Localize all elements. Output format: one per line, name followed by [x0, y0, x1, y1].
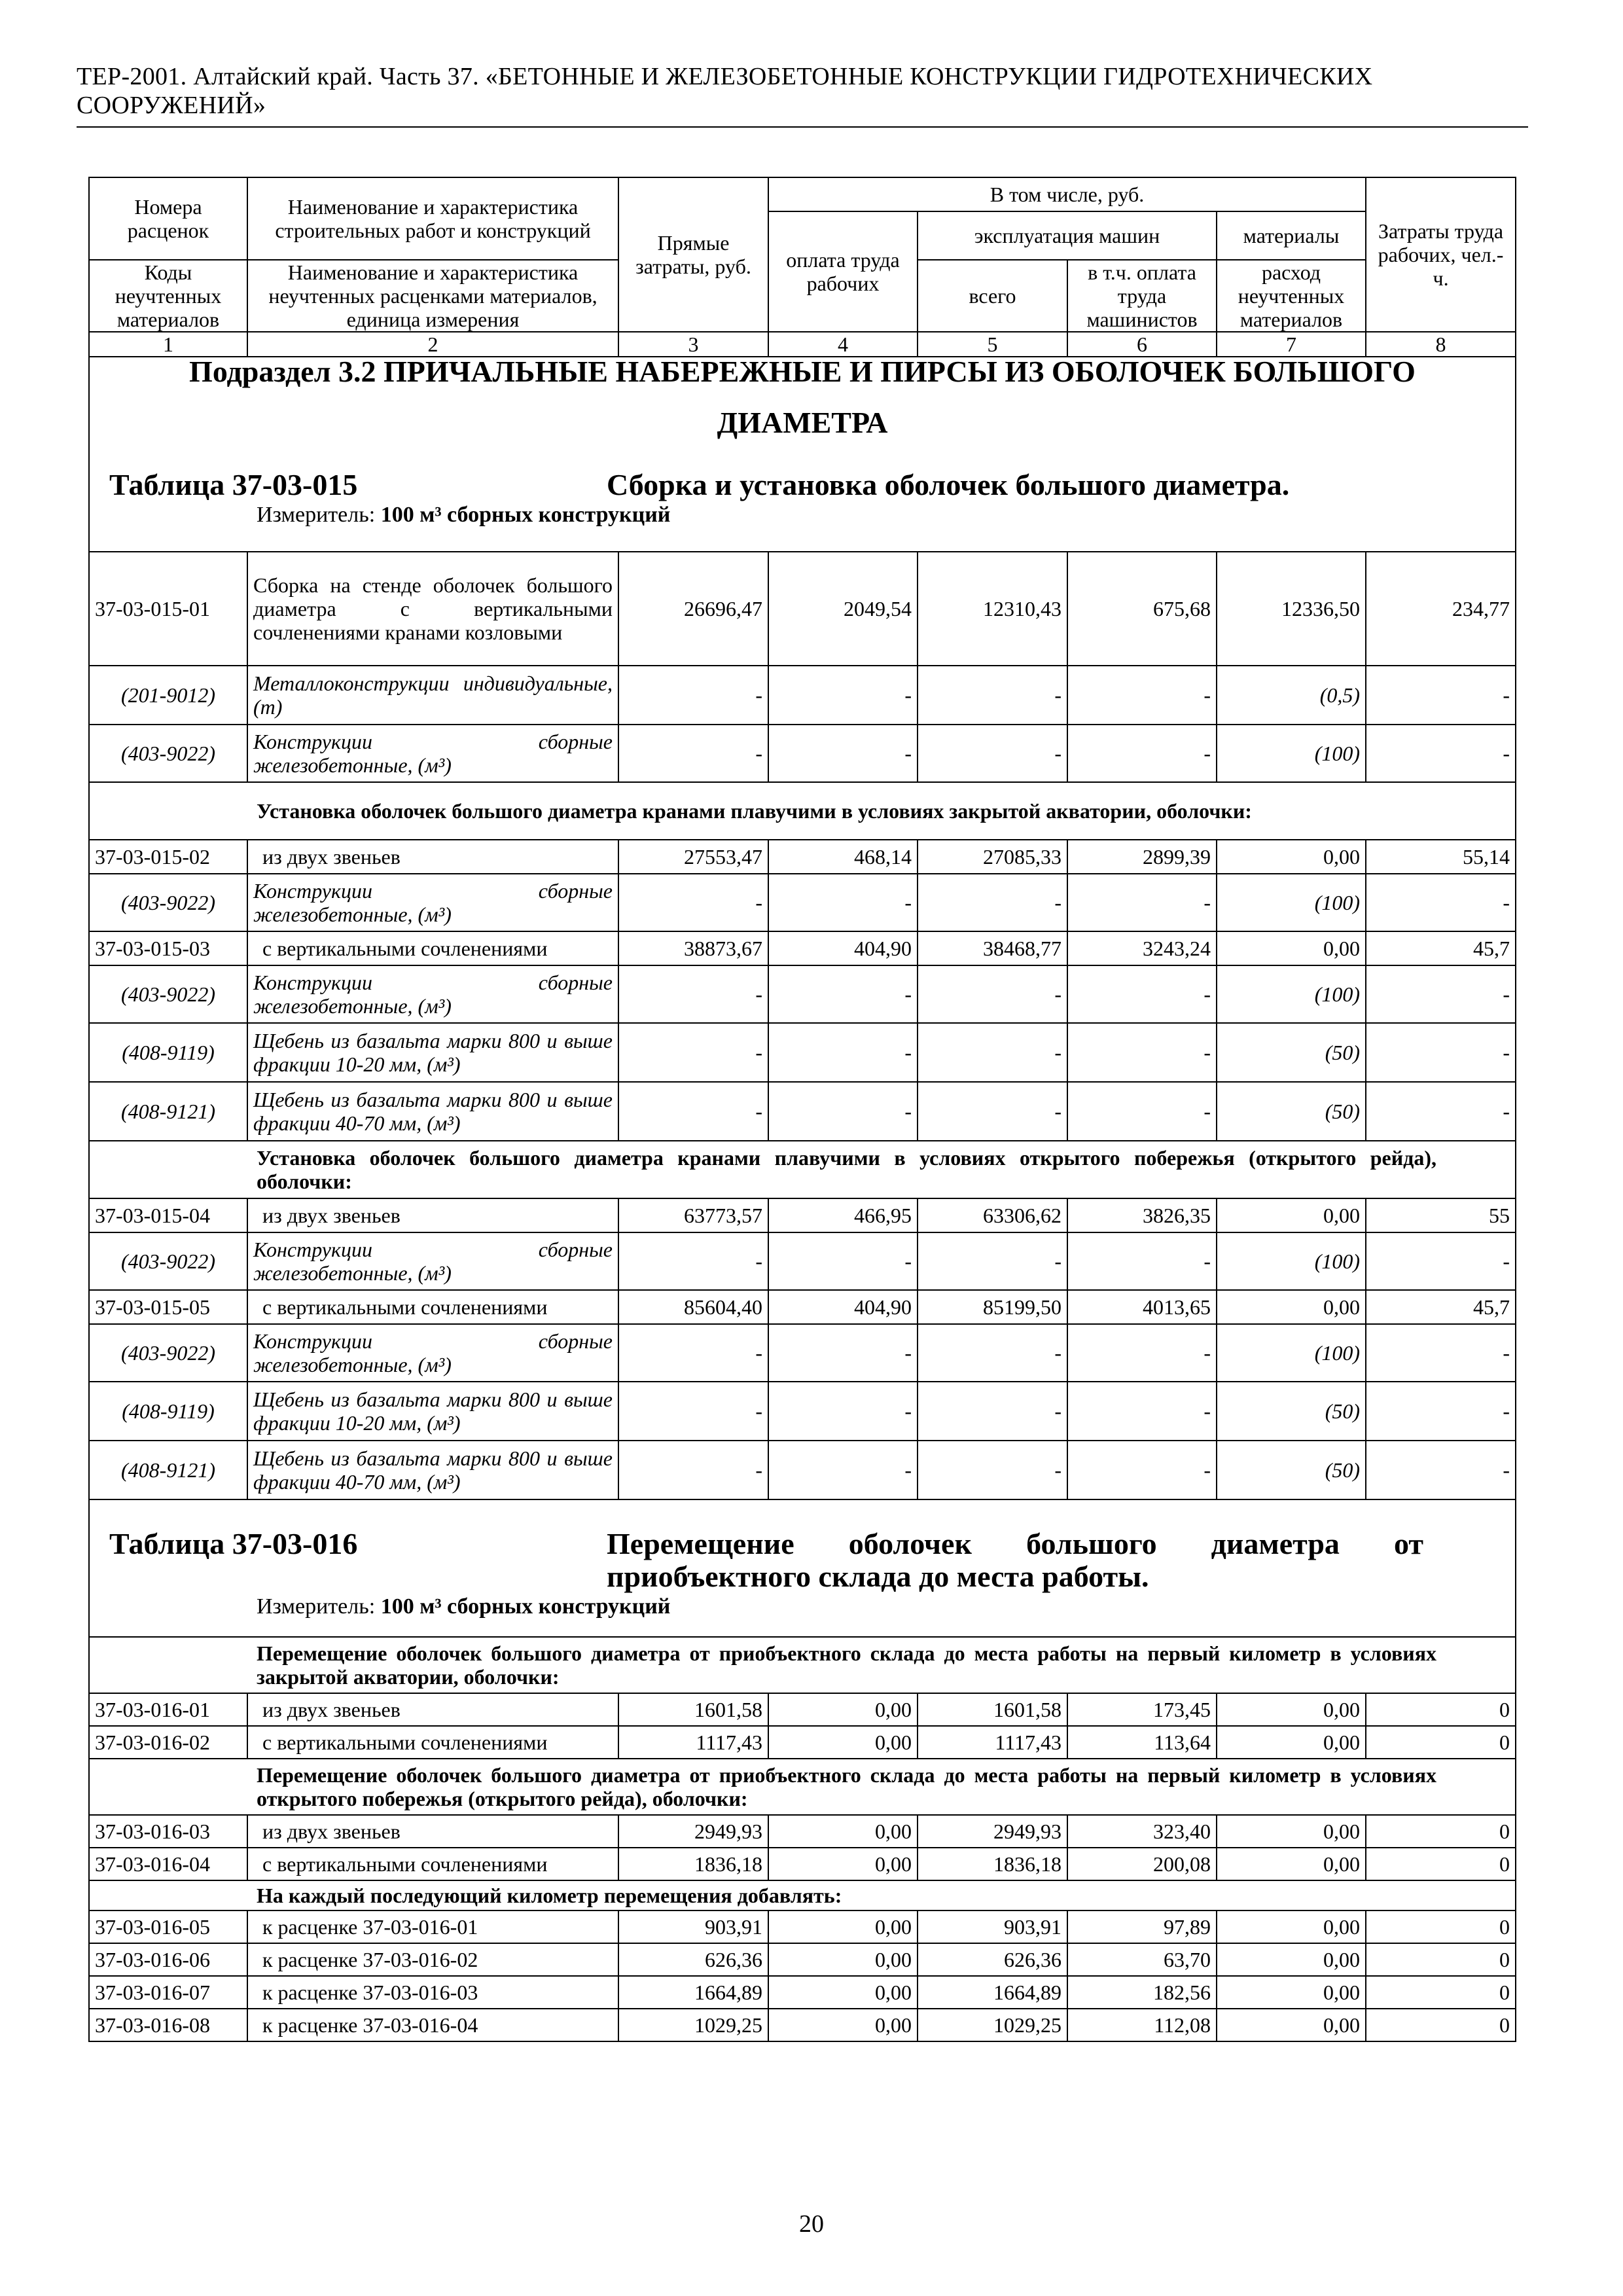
- header-direct-costs: Прямые затраты, руб.: [618, 177, 768, 332]
- material-code: (408-9119): [89, 1382, 247, 1441]
- direct-cost: 1836,18: [618, 1848, 768, 1880]
- direct-cost: 38873,67: [618, 931, 768, 965]
- machines-total: 1664,89: [918, 1976, 1067, 2009]
- labor-costs: 0: [1366, 1976, 1516, 2009]
- worker-pay: 0,00: [768, 1848, 918, 1880]
- table-row: [89, 931, 1516, 965]
- table-016-heading: [89, 1499, 1516, 1637]
- machines-total: -: [918, 1082, 1067, 1141]
- labor-costs: 45,7: [1366, 931, 1516, 965]
- section-heading: [89, 357, 1516, 552]
- direct-cost: -: [618, 725, 768, 782]
- meter-label: Измеритель:: [257, 1594, 376, 1619]
- material-consumption: 0,00: [1217, 1693, 1366, 1726]
- material-name: Конструкции сборные железобетонные, (м³): [247, 725, 618, 782]
- material-name: Конструкции сборные железобетонные, (м³): [247, 1324, 618, 1382]
- machinist-pay: 675,68: [1067, 552, 1217, 666]
- rate-name: к расценке 37-03-016-04: [247, 2009, 618, 2041]
- material-consumption: 0,00: [1217, 1910, 1366, 1943]
- worker-pay: 466,95: [768, 1198, 918, 1232]
- header-rule: [77, 126, 1528, 128]
- table-row: [89, 1976, 1516, 2009]
- header-labor-costs: Затраты труда рабочих, чел.-ч.: [1366, 177, 1516, 332]
- material-consumption: 0,00: [1217, 1815, 1366, 1848]
- column-number: 7: [1217, 332, 1366, 357]
- worker-pay: 404,90: [768, 1290, 918, 1324]
- direct-cost: -: [618, 1023, 768, 1082]
- worker-pay: 0,00: [768, 2009, 918, 2041]
- machines-total: -: [918, 1441, 1067, 1499]
- rate-name: Сборка на стенде оболочек большого диаметра с вертикальными сочленениями кранами козловыми: [247, 552, 618, 666]
- header-material-names: Наименование и характеристика неучтенных расценками материалов, единица измерения: [247, 260, 618, 332]
- material-row: [89, 1023, 1516, 1082]
- machines-total: 903,91: [918, 1910, 1067, 1943]
- rate-code: 37-03-016-02: [89, 1726, 247, 1759]
- rate-code: 37-03-016-07: [89, 1976, 247, 2009]
- material-consumption: 12336,50: [1217, 552, 1366, 666]
- material-code: (403-9022): [89, 1324, 247, 1382]
- table-row: [89, 1943, 1516, 1976]
- machines-total: 38468,77: [918, 931, 1067, 965]
- machinist-pay: -: [1067, 1082, 1217, 1141]
- machinist-pay: -: [1067, 874, 1217, 931]
- table-015-id: Таблица 37-03-015: [109, 468, 358, 501]
- material-consumption: 0,00: [1217, 931, 1366, 965]
- material-consumption: 0,00: [1217, 1290, 1366, 1324]
- group-heading: Перемещение оболочек большого диаметра от приобъектного склада до места работы на первый километр в условиях открытого побережья (открытого рейда), оболочки:: [89, 1759, 1516, 1815]
- machines-total: 1029,25: [918, 2009, 1067, 2041]
- group-row: [89, 1880, 1516, 1910]
- direct-cost: -: [618, 1082, 768, 1141]
- rate-code: 37-03-016-08: [89, 2009, 247, 2041]
- direct-cost: -: [618, 666, 768, 725]
- material-name: Конструкции сборные железобетонные, (м³): [247, 965, 618, 1023]
- machinist-pay: 63,70: [1067, 1943, 1217, 1976]
- table-row: [89, 840, 1516, 874]
- material-consumption: 0,00: [1217, 840, 1366, 874]
- material-name: Конструкции сборные железобетонные, (м³): [247, 874, 618, 931]
- worker-pay: 0,00: [768, 1726, 918, 1759]
- material-consumption: (50): [1217, 1382, 1366, 1441]
- direct-cost: 626,36: [618, 1943, 768, 1976]
- rate-code: 37-03-015-02: [89, 840, 247, 874]
- table-row: [89, 2009, 1516, 2041]
- worker-pay: -: [768, 1382, 918, 1441]
- labor-costs: 0: [1366, 1693, 1516, 1726]
- material-code: (403-9022): [89, 874, 247, 931]
- machinist-pay: 2899,39: [1067, 840, 1217, 874]
- machines-total: 1117,43: [918, 1726, 1067, 1759]
- machines-total: -: [918, 666, 1067, 725]
- direct-cost: 1601,58: [618, 1693, 768, 1726]
- rate-code: 37-03-016-06: [89, 1943, 247, 1976]
- table-016-id: Таблица 37-03-016: [109, 1527, 358, 1560]
- machines-total: -: [918, 1382, 1067, 1441]
- direct-cost: -: [618, 1324, 768, 1382]
- header-work-name: Наименование и характеристика строительных работ и конструкций: [247, 177, 618, 260]
- page-number: 20: [799, 2210, 824, 2238]
- rate-name: с вертикальными сочленениями: [247, 931, 618, 965]
- column-number: 6: [1067, 332, 1217, 357]
- table-015-title: [90, 469, 1515, 501]
- material-consumption: 0,00: [1217, 1726, 1366, 1759]
- column-number: 2: [247, 332, 618, 357]
- worker-pay: -: [768, 874, 918, 931]
- header-worker-pay: оплата труда рабочих: [768, 211, 918, 332]
- direct-cost: -: [618, 1441, 768, 1499]
- material-row: [89, 1324, 1516, 1382]
- machinist-pay: -: [1067, 666, 1217, 725]
- meter-value: 100 м³ сборных конструкций: [380, 503, 671, 527]
- rate-name: с вертикальными сочленениями: [247, 1290, 618, 1324]
- document-header: ТЕР-2001. Алтайский край. Часть 37. «БЕТОННЫЕ И ЖЕЛЕЗОБЕТОННЫЕ КОНСТРУКЦИИ ГИДРОТЕХНИЧЕСКИХ СООРУЖЕНИЙ»: [77, 63, 1373, 119]
- material-consumption: 0,00: [1217, 1976, 1366, 2009]
- machinist-pay: 4013,65: [1067, 1290, 1217, 1324]
- labor-costs: 0: [1366, 1815, 1516, 1848]
- machinist-pay: 112,08: [1067, 2009, 1217, 2041]
- table-015-desc: Сборка и установка оболочек большого диаметра.: [607, 468, 1290, 501]
- rate-name: из двух звеньев: [247, 840, 618, 874]
- labor-costs: 234,77: [1366, 552, 1516, 666]
- material-row: [89, 874, 1516, 931]
- column-number: 4: [768, 332, 918, 357]
- machines-total: 12310,43: [918, 552, 1067, 666]
- material-row: [89, 725, 1516, 782]
- machines-total: 27085,33: [918, 840, 1067, 874]
- worker-pay: -: [768, 666, 918, 725]
- material-code: (408-9119): [89, 1023, 247, 1082]
- rate-name: из двух звеньев: [247, 1198, 618, 1232]
- machinist-pay: 3826,35: [1067, 1198, 1217, 1232]
- section-title-line2: ДИАМЕТРА: [717, 406, 888, 439]
- labor-costs: 55,14: [1366, 840, 1516, 874]
- direct-cost: -: [618, 1382, 768, 1441]
- material-code: (201-9012): [89, 666, 247, 725]
- header-including: В том числе, руб.: [768, 177, 1366, 211]
- worker-pay: 468,14: [768, 840, 918, 874]
- machinist-pay: 323,40: [1067, 1815, 1217, 1848]
- material-code: (403-9022): [89, 965, 247, 1023]
- machines-total: -: [918, 1324, 1067, 1382]
- material-consumption: (100): [1217, 965, 1366, 1023]
- meter-value: 100 м³ сборных конструкций: [380, 1594, 671, 1619]
- labor-costs: -: [1366, 725, 1516, 782]
- worker-pay: -: [768, 1082, 918, 1141]
- machines-total: 85199,50: [918, 1290, 1067, 1324]
- direct-cost: 1029,25: [618, 2009, 768, 2041]
- material-row: [89, 1232, 1516, 1290]
- group-row: [89, 1141, 1516, 1198]
- group-heading: Установка оболочек большого диаметра кранами плавучими в условиях открытого побережья (открытого рейда), оболочки:: [89, 1141, 1516, 1198]
- direct-cost: 27553,47: [618, 840, 768, 874]
- machinist-pay: 182,56: [1067, 1976, 1217, 2009]
- machinist-pay: -: [1067, 1324, 1217, 1382]
- rate-name: с вертикальными сочленениями: [247, 1848, 618, 1880]
- material-row: [89, 666, 1516, 725]
- worker-pay: 0,00: [768, 1693, 918, 1726]
- section-heading-row: [89, 357, 1516, 552]
- table-row: [89, 1848, 1516, 1880]
- table-row: [89, 1815, 1516, 1848]
- meter-label: Измеритель:: [257, 503, 376, 527]
- table-016-desc: Перемещение оболочек большого диаметра от приобъектного склада до места работы.: [607, 1527, 1424, 1593]
- labor-costs: 0: [1366, 1910, 1516, 1943]
- machinist-pay: -: [1067, 965, 1217, 1023]
- worker-pay: -: [768, 1324, 918, 1382]
- rates-table: [88, 177, 1516, 2042]
- labor-costs: 45,7: [1366, 1290, 1516, 1324]
- labor-costs: 0: [1366, 1943, 1516, 1976]
- direct-cost: 2949,93: [618, 1815, 768, 1848]
- header-materials: материалы: [1217, 211, 1366, 260]
- worker-pay: -: [768, 1441, 918, 1499]
- group-row: [89, 1637, 1516, 1693]
- material-consumption: 0,00: [1217, 1848, 1366, 1880]
- material-consumption: (50): [1217, 1082, 1366, 1141]
- machinist-pay: 173,45: [1067, 1693, 1217, 1726]
- machines-total: -: [918, 1232, 1067, 1290]
- rate-name: из двух звеньев: [247, 1693, 618, 1726]
- table-row: [89, 1198, 1516, 1232]
- rate-code: 37-03-016-03: [89, 1815, 247, 1848]
- material-name: Щебень из базальта марки 800 и выше фракции 40-70 мм, (м³): [247, 1082, 618, 1141]
- machines-total: 2949,93: [918, 1815, 1067, 1848]
- column-number: 8: [1366, 332, 1516, 357]
- material-name: Щебень из базальта марки 800 и выше фракции 10-20 мм, (м³): [247, 1382, 618, 1441]
- worker-pay: 0,00: [768, 1815, 918, 1848]
- labor-costs: -: [1366, 874, 1516, 931]
- machines-total: -: [918, 874, 1067, 931]
- rate-code: 37-03-016-05: [89, 1910, 247, 1943]
- direct-cost: -: [618, 874, 768, 931]
- header-material-consumption: расход неучтенных материалов: [1217, 260, 1366, 332]
- rate-code: 37-03-015-04: [89, 1198, 247, 1232]
- machines-total: 1601,58: [918, 1693, 1067, 1726]
- labor-costs: 0: [1366, 1848, 1516, 1880]
- rate-code: 37-03-015-05: [89, 1290, 247, 1324]
- table-016-title: [90, 1528, 1515, 1593]
- material-name: Металлоконструкции индивидуальные, (т): [247, 666, 618, 725]
- header-material-codes: Коды неучтенных материалов: [89, 260, 247, 332]
- material-row: [89, 965, 1516, 1023]
- material-consumption: 0,00: [1217, 1198, 1366, 1232]
- direct-cost: 903,91: [618, 1910, 768, 1943]
- material-name: Конструкции сборные железобетонные, (м³): [247, 1232, 618, 1290]
- machinist-pay: -: [1067, 1441, 1217, 1499]
- rate-code: 37-03-016-04: [89, 1848, 247, 1880]
- group-heading: Установка оболочек большого диаметра кранами плавучими в условиях закрытой акватории, оболочки:: [89, 782, 1516, 840]
- direct-cost: 1664,89: [618, 1976, 768, 2009]
- material-code: (403-9022): [89, 725, 247, 782]
- material-consumption: 0,00: [1217, 2009, 1366, 2041]
- material-row: [89, 1082, 1516, 1141]
- rate-name: к расценке 37-03-016-02: [247, 1943, 618, 1976]
- material-consumption: 0,00: [1217, 1943, 1366, 1976]
- material-name: Щебень из базальта марки 800 и выше фракции 40-70 мм, (м³): [247, 1441, 618, 1499]
- worker-pay: -: [768, 1232, 918, 1290]
- group-row: [89, 1759, 1516, 1815]
- column-number: 1: [89, 332, 247, 357]
- labor-costs: -: [1366, 1441, 1516, 1499]
- column-number: 5: [918, 332, 1067, 357]
- material-consumption: (100): [1217, 1232, 1366, 1290]
- table-row: [89, 1726, 1516, 1759]
- material-row: [89, 1441, 1516, 1499]
- worker-pay: 0,00: [768, 1976, 918, 2009]
- rate-code: 37-03-016-01: [89, 1693, 247, 1726]
- direct-cost: 63773,57: [618, 1198, 768, 1232]
- machines-total: 63306,62: [918, 1198, 1067, 1232]
- rate-name: с вертикальными сочленениями: [247, 1726, 618, 1759]
- table-016-meter: [90, 1593, 1515, 1621]
- labor-costs: -: [1366, 1382, 1516, 1441]
- material-name: Щебень из базальта марки 800 и выше фракции 10-20 мм, (м³): [247, 1023, 618, 1082]
- direct-cost: -: [618, 1232, 768, 1290]
- machinist-pay: -: [1067, 1232, 1217, 1290]
- machines-total: -: [918, 725, 1067, 782]
- material-consumption: (50): [1217, 1441, 1366, 1499]
- machines-total: 626,36: [918, 1943, 1067, 1976]
- machinist-pay: 200,08: [1067, 1848, 1217, 1880]
- labor-costs: 0: [1366, 2009, 1516, 2041]
- header-rate-numbers: Номера расценок: [89, 177, 247, 260]
- rate-name: к расценке 37-03-016-03: [247, 1976, 618, 2009]
- worker-pay: -: [768, 725, 918, 782]
- header-machines-total: всего: [918, 260, 1067, 332]
- labor-costs: -: [1366, 1082, 1516, 1141]
- material-consumption: (100): [1217, 1324, 1366, 1382]
- rate-code: 37-03-015-01: [89, 552, 247, 666]
- header-row-1: [89, 177, 1516, 211]
- labor-costs: -: [1366, 965, 1516, 1023]
- worker-pay: 0,00: [768, 1943, 918, 1976]
- table-row: [89, 552, 1516, 666]
- rate-name: к расценке 37-03-016-01: [247, 1910, 618, 1943]
- column-numbers-row: [89, 332, 1516, 357]
- machinist-pay: 97,89: [1067, 1910, 1217, 1943]
- material-row: [89, 1382, 1516, 1441]
- material-consumption: (100): [1217, 725, 1366, 782]
- header-machines: эксплуатация машин: [918, 211, 1217, 260]
- rate-code: 37-03-015-03: [89, 931, 247, 965]
- machinist-pay: 113,64: [1067, 1726, 1217, 1759]
- material-consumption: (50): [1217, 1023, 1366, 1082]
- direct-cost: 26696,47: [618, 552, 768, 666]
- labor-costs: -: [1366, 1324, 1516, 1382]
- section-title-line1: Подраздел 3.2 ПРИЧАЛЬНЫЕ НАБЕРЕЖНЫЕ И ПИРСЫ ИЗ ОБОЛОЧЕК БОЛЬШОГО: [189, 357, 1416, 388]
- labor-costs: -: [1366, 1232, 1516, 1290]
- machinist-pay: 3243,24: [1067, 931, 1217, 965]
- table-row: [89, 1693, 1516, 1726]
- rate-name: из двух звеньев: [247, 1815, 618, 1848]
- worker-pay: -: [768, 965, 918, 1023]
- group-heading: Перемещение оболочек большого диаметра от приобъектного склада до места работы на первый километр в условиях закрытой акватории, оболочки:: [89, 1637, 1516, 1693]
- machinist-pay: -: [1067, 1023, 1217, 1082]
- material-consumption: (0,5): [1217, 666, 1366, 725]
- machinist-pay: -: [1067, 725, 1217, 782]
- machines-total: 1836,18: [918, 1848, 1067, 1880]
- group-heading: На каждый последующий километр перемещения добавлять:: [89, 1880, 1516, 1910]
- worker-pay: 0,00: [768, 1910, 918, 1943]
- table-row: [89, 1290, 1516, 1324]
- material-code: (403-9022): [89, 1232, 247, 1290]
- labor-costs: -: [1366, 666, 1516, 725]
- worker-pay: 404,90: [768, 931, 918, 965]
- material-code: (408-9121): [89, 1441, 247, 1499]
- labor-costs: 55: [1366, 1198, 1516, 1232]
- labor-costs: 0: [1366, 1726, 1516, 1759]
- machinist-pay: -: [1067, 1382, 1217, 1441]
- header-machinist-pay: в т.ч. оплата труда машинистов: [1067, 260, 1217, 332]
- group-row: [89, 782, 1516, 840]
- direct-cost: 1117,43: [618, 1726, 768, 1759]
- machines-total: -: [918, 965, 1067, 1023]
- machines-total: -: [918, 1023, 1067, 1082]
- column-number: 3: [618, 332, 768, 357]
- table-015-meter: [90, 501, 1515, 529]
- worker-pay: 2049,54: [768, 552, 918, 666]
- direct-cost: -: [618, 965, 768, 1023]
- material-code: (408-9121): [89, 1082, 247, 1141]
- table-016-heading-row: [89, 1499, 1516, 1637]
- worker-pay: -: [768, 1023, 918, 1082]
- direct-cost: 85604,40: [618, 1290, 768, 1324]
- labor-costs: -: [1366, 1023, 1516, 1082]
- material-consumption: (100): [1217, 874, 1366, 931]
- table-row: [89, 1910, 1516, 1943]
